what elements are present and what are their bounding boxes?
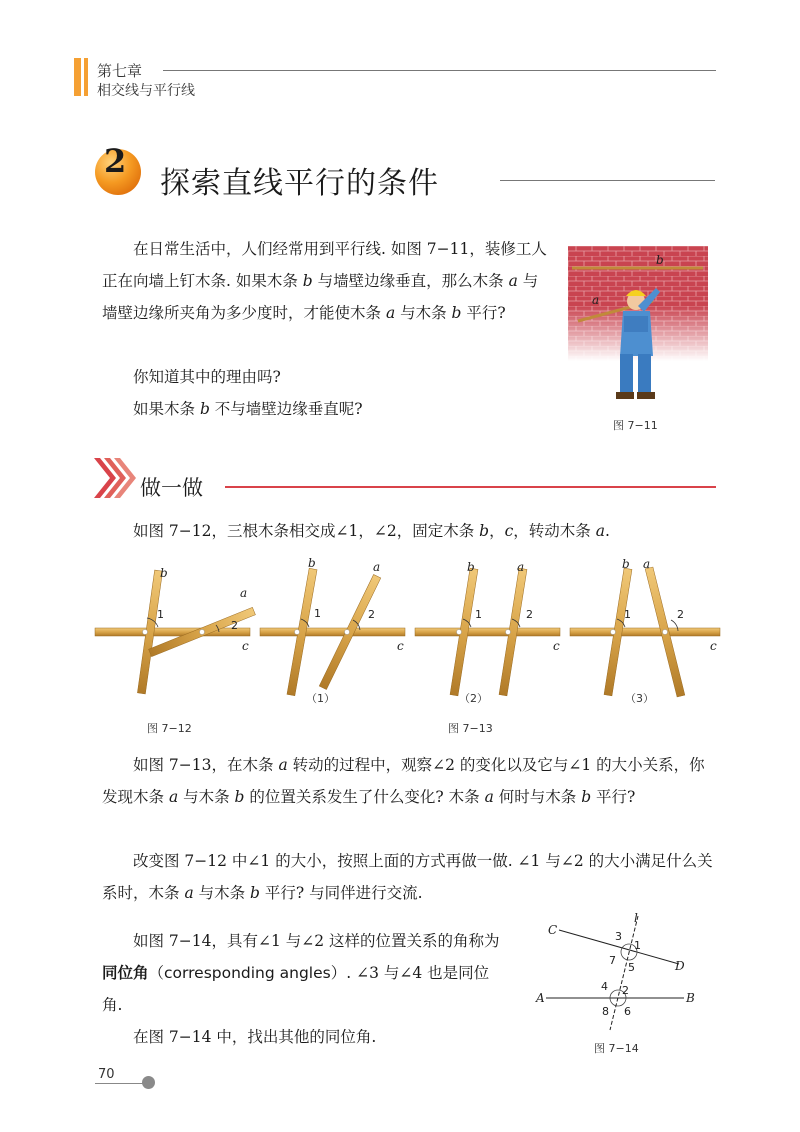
fig714-angle-4: 4 bbox=[601, 980, 608, 993]
fig713-2-angle-1: 1 bbox=[475, 608, 482, 621]
fig713-1-label-a: a bbox=[373, 560, 381, 574]
fig713-2-label-b: b bbox=[467, 560, 475, 574]
figure-7-12-caption: 图 7−12 bbox=[147, 722, 192, 735]
fig712-label-b: b bbox=[160, 566, 168, 580]
figure-7-14-diagram bbox=[534, 912, 714, 1032]
fig714-angle-1: 1 bbox=[634, 939, 641, 952]
page-number-rule bbox=[95, 1083, 145, 1084]
fig713-1-angle-1: 1 bbox=[314, 607, 321, 620]
fig-711-label-b bbox=[654, 252, 674, 272]
fig713-3-label-a: a bbox=[643, 557, 651, 571]
figure-7-14-caption: 图 7−14 bbox=[594, 1042, 639, 1055]
fig713-1-label-b: b bbox=[308, 556, 316, 570]
figure-7-13-sub-1: （1） bbox=[306, 692, 335, 705]
fig713-3-label-c: c bbox=[710, 639, 717, 653]
fig714-line-l: l bbox=[634, 911, 638, 925]
fig712-angle-2: 2 bbox=[231, 619, 238, 632]
find-angles-paragraph: 在图 7−14 中，找出其他的同位角. bbox=[133, 1028, 377, 1046]
fig714-angle-2: 2 bbox=[622, 984, 629, 997]
do-it-rule bbox=[225, 486, 716, 488]
figures-7-12-7-13-sticks bbox=[90, 555, 730, 695]
fig713-2-angle-2: 2 bbox=[526, 608, 533, 621]
fig713-3-angle-1: 1 bbox=[624, 608, 631, 621]
fig714-angle-5: 5 bbox=[628, 961, 635, 974]
header-rule bbox=[163, 70, 716, 71]
fig713-1-angle-2: 2 bbox=[368, 608, 375, 621]
chapter-number: 第七章 bbox=[97, 62, 143, 80]
fig714-angle-3: 3 bbox=[615, 930, 622, 943]
chapter-title: 相交线与平行线 bbox=[97, 83, 195, 99]
page-number-dot bbox=[142, 1076, 155, 1089]
fig712-label-c: c bbox=[242, 639, 249, 653]
figure-7-13-sub-3: （3） bbox=[625, 692, 654, 705]
change-angle-paragraph: 改变图 7−12 中∠1 的大小，按照上面的方式再做一做. ∠1 与∠2 的大小满足什么关系时，木条 a 与木条 b 平行? 与同伴进行交流. bbox=[102, 852, 713, 902]
fig714-point-A: A bbox=[536, 991, 545, 1005]
fig714-angle-8: 8 bbox=[602, 1005, 609, 1018]
fig713-2-label-a: a bbox=[517, 560, 525, 574]
fig-711-label-a bbox=[590, 292, 610, 312]
do-it-title: 做一做 bbox=[140, 476, 203, 500]
figure-7-13-1 bbox=[260, 568, 405, 695]
section-number: 2 bbox=[104, 142, 127, 180]
page-number: 70 bbox=[98, 1067, 115, 1082]
fig714-point-B: B bbox=[686, 991, 695, 1005]
fig712-angle-1: 1 bbox=[157, 608, 164, 621]
figure-7-11-illustration bbox=[568, 246, 708, 406]
figure-7-13-3 bbox=[570, 567, 720, 697]
question-not-perpendicular: 如果木条 b 不与墙壁边缘垂直呢? bbox=[133, 400, 363, 418]
figure-7-13-caption: 图 7−13 bbox=[448, 722, 493, 735]
section-title: 探索直线平行的条件 bbox=[160, 166, 439, 201]
fig712-label-a: a bbox=[240, 586, 248, 600]
do-it-paragraph: 如图 7−12，三根木条相交成∠1，∠2，固定木条 b，c，转动木条 a. bbox=[133, 522, 610, 540]
fig714-angle-7: 7 bbox=[609, 954, 616, 967]
question-reason: 你知道其中的理由吗? bbox=[133, 368, 281, 386]
figure-7-13-2 bbox=[415, 568, 560, 696]
figure-7-13-paragraph: 如图 7−13，在木条 a 转动的过程中，观察∠2 的变化以及它与∠1 的大小关系，你发现木条 a 与木条 b 的位置关系发生了什么变化? 木条 a 何时与木条 b 平行? bbox=[102, 756, 705, 806]
figure-7-13-sub-2: （2） bbox=[459, 692, 488, 705]
fig713-3-angle-2: 2 bbox=[677, 608, 684, 621]
fig714-angle-6: 6 bbox=[624, 1005, 631, 1018]
section-rule bbox=[500, 180, 715, 181]
fig713-1-label-c: c bbox=[397, 639, 404, 653]
term-corresponding-angles: 同位角 bbox=[102, 964, 149, 982]
figure-7-12 bbox=[95, 570, 255, 694]
fig713-3-label-b: b bbox=[622, 557, 630, 571]
fig714-point-C: C bbox=[548, 923, 558, 937]
do-it-chevron-icon bbox=[92, 456, 136, 500]
fig714-point-D: D bbox=[675, 959, 685, 973]
figure-7-11-caption: 图 7−11 bbox=[613, 419, 658, 432]
corresponding-angles-paragraph: 如图 7−14，具有∠1 与∠2 这样的位置关系的角称为同位角（corresponding angles）. ∠3 与∠4 也是同位角. bbox=[102, 932, 500, 1014]
fig713-2-label-c: c bbox=[553, 639, 560, 653]
svg-text:a: a bbox=[592, 293, 600, 307]
intro-paragraph: 在日常生活中，人们经常用到平行线. 如图 7−11，装修工人正在向墙上钉木条. 如果木条 b 与墙壁边缘垂直，那么木条 a 与墙壁边缘所夹角为多少度时，才能使木条 a 与木条 b 平行? bbox=[102, 240, 547, 322]
svg-text:b: b bbox=[656, 253, 664, 267]
